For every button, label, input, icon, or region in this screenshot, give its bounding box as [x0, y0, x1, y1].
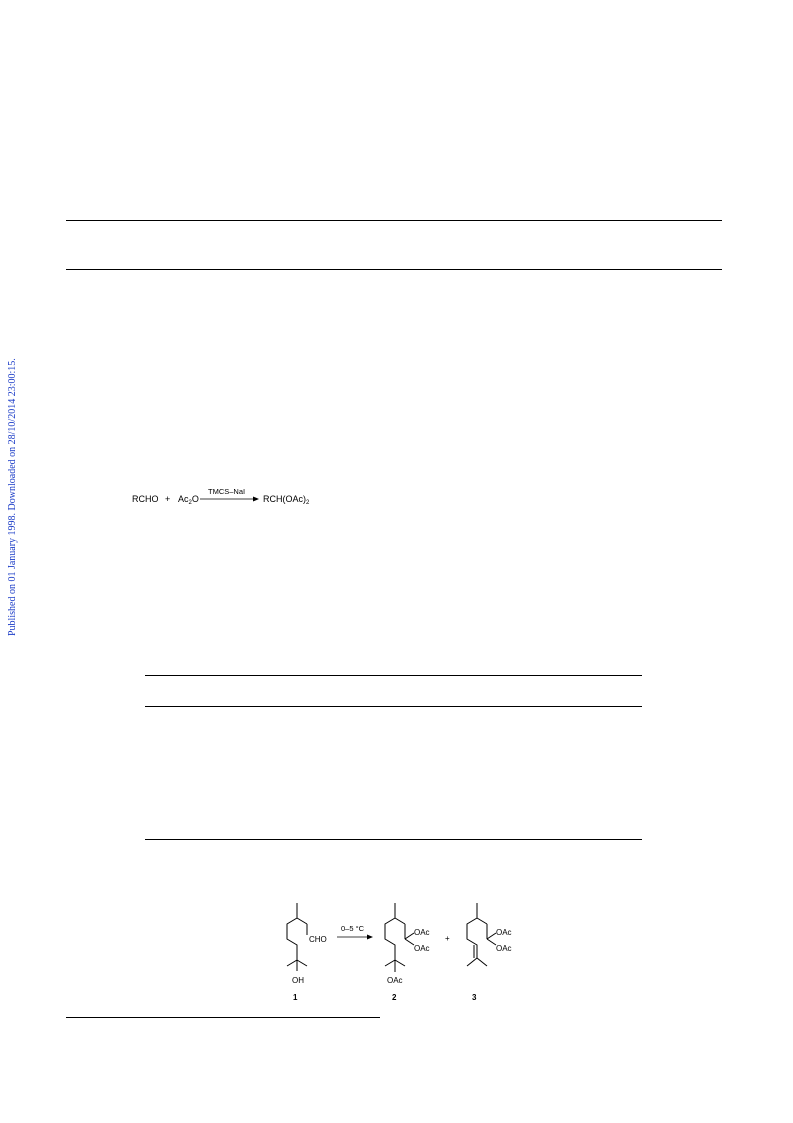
reactant-aldehyde: RCHO: [132, 494, 159, 504]
download-note-sidebar: Published on 01 January 1998. Downloaded on 28/10/2014 23:00:15.: [7, 358, 18, 636]
footnote-rule: [66, 1017, 380, 1018]
product-acylal: $RCH(OAc)_2$: [263, 494, 310, 506]
compound-1-group-oh: OH: [292, 976, 304, 985]
compound-1-number: 1: [293, 993, 298, 1002]
plus-sign: +: [165, 494, 171, 504]
compound-1-group-cho: CHO: [309, 935, 327, 944]
compound-3-structure: [467, 903, 496, 966]
compound-3-group-oac-1: OAc: [496, 928, 512, 937]
scheme-2-plus: +: [445, 934, 450, 943]
scheme-2-arrowhead: [367, 935, 373, 940]
compound-2-structure: [385, 903, 414, 972]
compound-3-group-oac-2: OAc: [496, 944, 512, 953]
compound-2-number: 2: [392, 993, 397, 1002]
reagent-label: TMCS–NaI: [208, 487, 246, 496]
condition-label: 0–5 °C: [341, 924, 365, 933]
compound-1-structure: [287, 903, 307, 971]
compound-2-group-oac-3: OAc: [387, 976, 403, 985]
reactant-acetic-anhydride: $Ac_2O$: [178, 494, 199, 506]
compound-3-number: 3: [472, 993, 477, 1002]
compound-2-group-oac-2: OAc: [414, 944, 430, 953]
compound-2-group-oac-1: OAc: [414, 928, 430, 937]
